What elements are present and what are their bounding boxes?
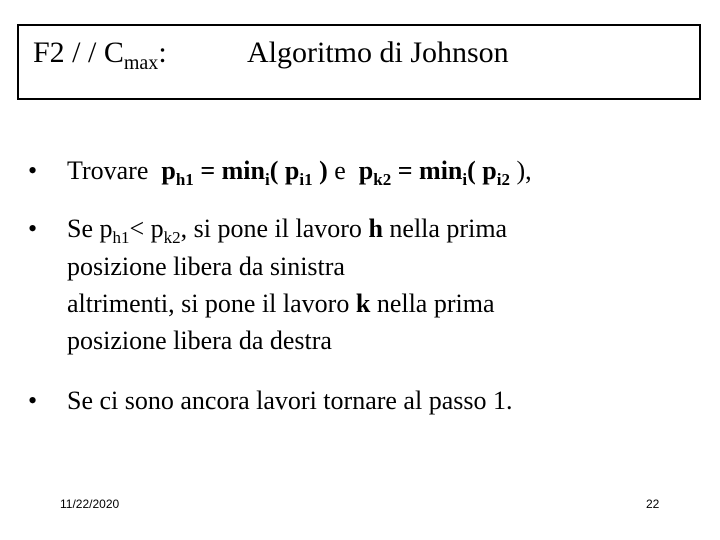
bullet-dot: •	[28, 156, 38, 185]
title-prefix: F2 / / $C_{max}$:	[33, 36, 167, 74]
title-box	[17, 24, 701, 100]
bullet-3: Se ci sono ancora lavori tornare al passo 1.	[67, 386, 513, 415]
bullet-dot: •	[28, 386, 38, 415]
page-number: 22	[646, 497, 660, 511]
bullet-2-line-4: posizione libera da destra	[67, 326, 332, 355]
bullet-1: Trovare $p_{h1} = \min_i$( $p_{i1}$ ) e $p_{k2} = \min_i$( $p_{i2}$ ),	[67, 156, 532, 189]
slide-title: Algoritmo di Johnson	[247, 36, 509, 69]
bullet-2-line-2: posizione libera da sinistra	[67, 252, 345, 281]
bullet-2-line-3: altrimenti, si pone il lavoro k nella prima	[67, 289, 495, 318]
bullet-dot: •	[28, 214, 38, 243]
footer-date: 11/22/2020	[60, 497, 120, 511]
bullet-2-line-1: Se $p_{h1}< p_{k2}$, si pone il lavoro h nella prima	[67, 214, 508, 247]
